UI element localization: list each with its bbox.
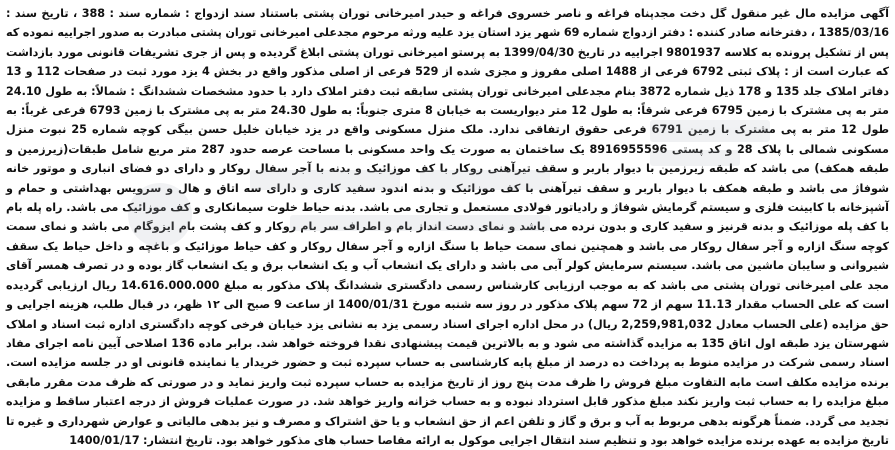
notice-body-text: آگهی مزایده مال غیر منقول گل دخت مجدپناه فراغه و ناصر خسروی فراغه و حیدر امیرخانی توران پشتی باستناد سند ازدواج : شماره سند : 388 ، تاریخ سند : 1385/03/16 ، دفترخانه صادر کننده : دفتر ازدواج شماره 69 شهر یزد استان یزد علیه ورثه مرحوم مجدعلی امیرخانی توران پشتی مبادرت به صدور اجراییه نموده که پس از تشکیل پرونده به کلاسه 9801937 اجراییه در تاریخ 1399/04/30 به پرستو امیرخانی توران پشتی ابلاغ گردیده و پس از جری تشریفات قانونی مورد بازداشت که عبارت است از : پلاک ثبتی 6792 فرعی از 1488 اصلی مفروز و مجزی شده از 529 فرعی از اصلی مذکور واقع در بخش 4 یزد مورد ثبت در صفحات 112 و 13 دفاتر املاک جلد 135 و 178 ذیل شماره 3872 بنام مجدعلی امیرخانی توران پشتی سابقه ثبت دفتر املاک دارد با حدود مشخصات ششدانگ : شمالاً: به طول 24.10 متر به پی مشترک با زمین 6795 فرعی شرقاً: به طول 12 متر دیواریست به خیابان 8 متری جنوباً: به طول 24.30 متر به پی مشترک با زمین 6793 فرعی غرباً: به طول 12 متر به پی مشترک با زمین 6791 فرعی حقوق ارتفاقی ندارد. ملک منزل مسکونی واقع در یزد خیابان خلیل حسن بیگی کوچه شماره 25 نبوت منزل مسکونی شمالی با پلاک 28 و کد پستی 8916955596 یک ساختمان به صورت یک واحد مسکونی با مساحت عرصه حدود 287 متر مربع شامل طبقات(زیرزمین و طبقه همکف) می باشد که طبقه زیرزمین با دیوار باربر و سقف تیرآهنی روکار با کف موزائیک و بدنه با آجر سفال روکار و دارای دو فضای انباری و موتور خانه شوفاژ می باشد و طبقه همکف با دیوار باربر و سقف تیرآهنی با کف موزائیک و بدنه اندود سفید کاری و دارای سه اتاق و هال و سرویس بهداشتی و حمام و آشپزخانه با کابینت فلزی و سیستم گرمایش شوفاژ و رادیاتور فولادی مستعمل و تجاری می باشد. بدنه حیاط خلوت سیمانکاری و کف موزائیک می باشد. راه پله بام با کف پله موزائیک و بدنه قرنیز و سفید کاری و بدون نرده می باشد و نمای دست انداز بام و اطراف سر بام روکار و کف پشت بام ایزوگام می باشد و نمای سمت کوچه سنگ ازاره و آجر سفال روکار می باشد و همچنین نمای سمت حیاط با سنگ ازاره و آجر سفال روکار و کف حیاط موزائیک و باغچه و داخل حیاط یک سقف شیروانی و سایبان ماشین می باشد. سیستم سرمایش کولر آبی می باشد و دارای یک انشعاب آب و یک انشعاب برق و یک انشعاب گاز بوده و در تصرف همسر آقای مجد علی امیرخانی توران پشتی می باشد که به موجب ارزیابی کارشناس رسمی دادگستری ششدانگ پلاک مذکور به مبلغ 14.616.000.000 ریال ارزیابی گردیده است که علی الحساب مقدار 11.13 سهم از 72 سهم پلاک مذکور در روز سه شنبه مورخ 1400/01/31 از ساعت 9 صبح الی ۱۲ ظهر، در قبال طلب، هزینه اجرایی و حق مزایده (علی الحساب معادل 2,259,981,032 ریال) در محل اداره اجرای اسناد رسمی یزد به نشانی یزد خیابان فرخی کوچه دادگستری اداره ثبت اسناد و املاک شهرستان یزد طبقه اول اتاق 135 به مزایده گذاشته می شود و به بالاترین قیمت پیشنهادی نقدا فروخته خواهد شد. برابر ماده 136 اصلاحی آیین نامه اجرای مفاد اسناد رسمی شرکت در مزایده منوط به پرداخت ده درصد از مبلغ پایه کارشناسی به حساب سپرده ثبت و حضور خریدار یا نماینده قانونی او در جلسه مزایده است. برنده مزایده مکلف است مابه التفاوت مبلغ فروش را ظرف مدت پنج روز از تاریخ مزایده به حساب سپرده ثبت واریز نماید و در صورتی که ظرف مدت مقرر مابقی مبلغ مزایده را به حساب ثبت واریز نکند مبلغ مذکور قابل استرداد نبوده و به حساب خزانه واریز خواهد شد. در صورت عملیات فروش از درجه اعتبار ساقط و مزایده تجدید می گردد. ضمناً هرگونه بدهی مربوط به آب و برق و گاز و تلفن اعم از حق انشعاب و یا حق اشتراک و مصرف و نیز بدهی مالیاتی و عوارض شهرداری و غیره تا تاریخ مزایده به عهده برنده مزایده خواهد بود و تنظیم سند انتقال اجرایی موکول به ارائه مفاصا حساب های مذکور خواهد بود. تاریخ انتشار: 1400/01/17 [6, 7, 890, 447]
auction-notice [6, 4, 890, 447]
